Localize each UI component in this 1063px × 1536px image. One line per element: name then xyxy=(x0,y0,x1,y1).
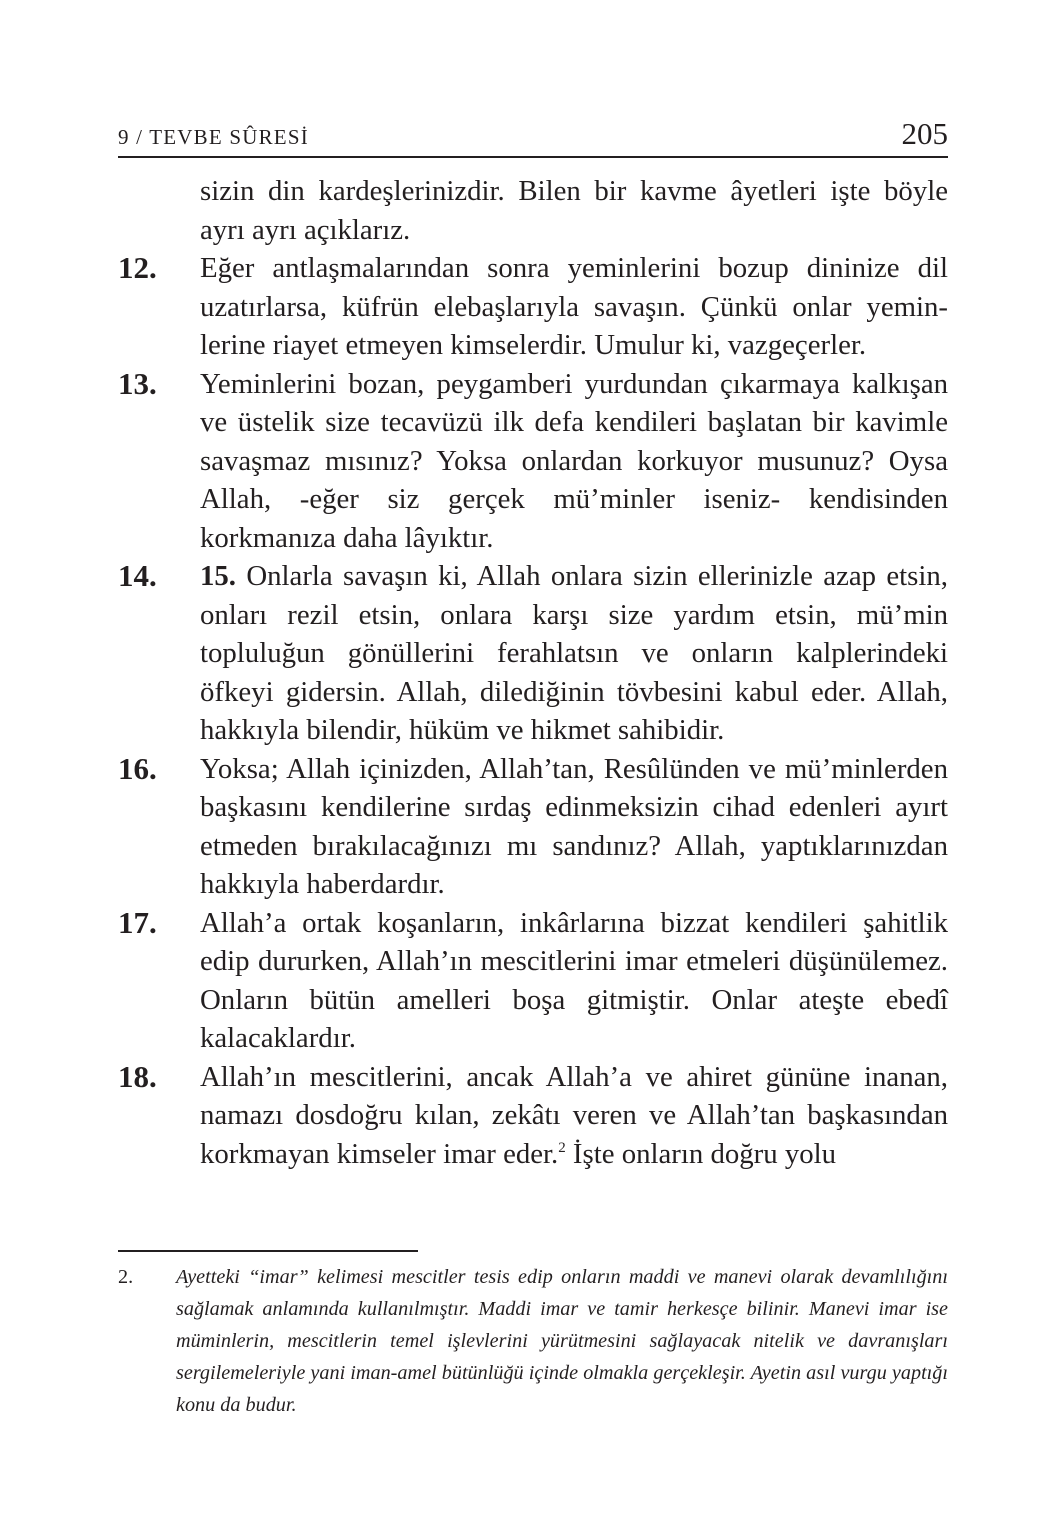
verse-number: 18. xyxy=(118,1058,157,1094)
verse-text: Allah’a ortak koşanların, inkârlarına bizzat kendileri şahitlik edip dururken, Allah’ın mescitlerini imar etmeleri düşünülemez. Onların bütün amelleri boşa gitmiştir. Onlar ateşte ebedî kalacaklardır. xyxy=(200,906,948,1054)
verse-text: Yoksa; Allah içinizden, Allah’tan, Resûlünden ve mü’minlerden başkasını kendilerine sırdaş edinmeksizin cihad edenleri ayırt etmeden bırakılacağınızı mı sandınız? Allah, yaptıklarınızdan hakkıyla haberdardır. xyxy=(200,752,948,900)
verse-continuation xyxy=(118,172,948,249)
footnote-number: 2. xyxy=(118,1266,134,1288)
footnote xyxy=(118,1261,948,1421)
verse-12 xyxy=(118,249,948,365)
verse-number: 16. xyxy=(118,750,157,786)
footnote-divider xyxy=(118,1250,418,1252)
verse-17 xyxy=(118,904,948,1058)
verse-number: 13. xyxy=(118,365,157,401)
running-head: 9 / TEVBE SÛRESİ xyxy=(118,125,309,149)
verse-number: 12. xyxy=(118,250,157,285)
verse-16 xyxy=(118,750,948,904)
verse-number: 14. xyxy=(118,558,157,593)
verse-text: sizin din kardeşlerinizdir. Bilen bir kavme âyetleri işte böyle ayrı ayrı açıklarız. xyxy=(200,175,948,246)
verse-text: Yeminlerini bozan, peygamberi yurdundan çıkarmaya kalkışan ve üstelik size tecavüzü ilk defa kendileri başlatan bir kavimle savaşmaz mısınız? Yoksa onlardan korkuyor musunuz? Oysa Allah, -eğer siz gerçek mü’minler iseniz- kendisinden korkmanıza daha lâyıktır. xyxy=(200,367,948,554)
verse-18 xyxy=(118,1058,948,1174)
verse-text-continued: İşte onların doğru yolu xyxy=(565,1137,837,1170)
verse-number: 17. xyxy=(118,904,157,940)
verse-text: Eğer antlaşmalarından sonra yeminlerini bozup dininize dil uzatırlarsa, küfrün elebaşlarıyla savaşın. Çünkü onlar yeminlerine riayet etmeyen kimselerdir. Umulur ki, vazgeçerler. xyxy=(200,252,948,361)
main-text xyxy=(118,172,948,1173)
verse-inline-number: 15. xyxy=(200,560,236,592)
footnote-text: Ayetteki “imar” kelimesi mescitler tesis edip onların maddi ve manevi olarak devamlılığını sağlamak anlamında kullanılmıştır. Maddi imar ve tamir herkesçe bilinir. Manevi imar ise müminlerin, mescitlerin temel işlevlerini yürütmesini sağlayacak nitelik ve davranışları sergilemeleriyle yani iman-amel bütünlüğü içinde olmakla gerçekleşir. Ayetin asıl vurgu yaptığı konu da budur. xyxy=(176,1266,948,1416)
page-header xyxy=(118,116,948,158)
footnote-reference[interactable]: 2 xyxy=(558,1139,566,1156)
verse-13 xyxy=(118,365,948,558)
verse-text: Onlarla savaşın ki, Allah onlara sizin ellerinizle azap etsin, onları rezil etsin, onlara karşı size yardım etsin, mü’min topluluğun gönüllerini ferahlatsın ve onların kalplerindeki öfkeyi gidersin. Allah, dilediğinin tövbesini kabul eder. Allah, hakkıyla bilendir, hüküm ve hikmet sahibidir. xyxy=(200,560,948,746)
verse-14-15 xyxy=(118,557,948,750)
page-number: 205 xyxy=(901,116,948,151)
verse-text: Allah’ın mescitlerini, ancak Allah’a ve ahiret gününe inanan, namazı dosdoğru kılan, zekâtı veren ve Allah’tan başkasından korkmayan kimseler imar eder. xyxy=(200,1060,948,1170)
